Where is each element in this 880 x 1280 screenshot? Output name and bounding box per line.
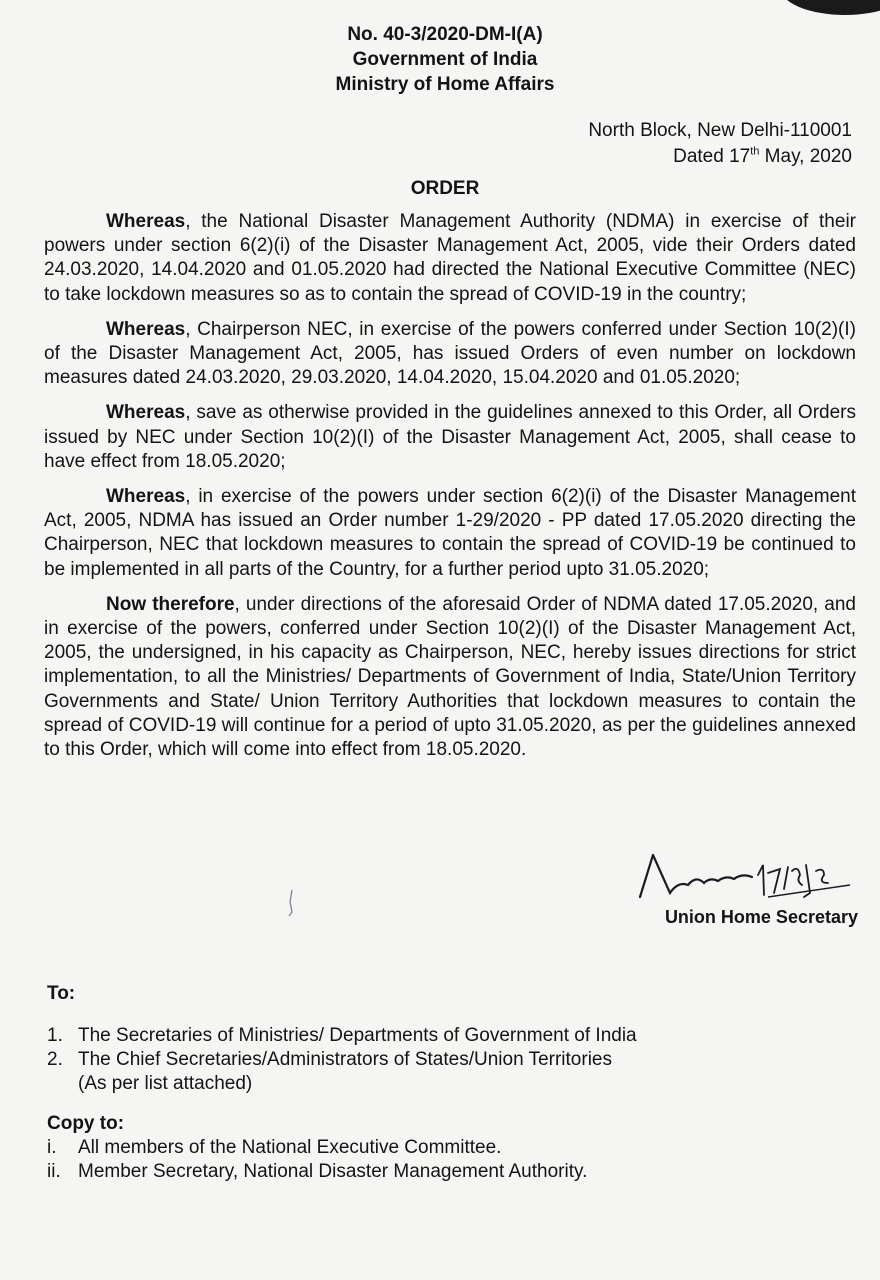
signatory-designation: Union Home Secretary — [664, 907, 858, 927]
paragraph-text: , in exercise of the powers under section 6(2)(i) of the Disaster Management Act, 2005, NDMA has issued an Order number 1-29/2020 - PP dated 17.05.2020 directing the Chairperson, NEC that lockdown measures to contain the spread of COVID-19 be continued to be implemented in all parts of the Country, for a further period upto 31.05.2020; — [44, 486, 856, 580]
ministry-name: Ministry of Home Affairs — [335, 74, 555, 95]
address-block — [588, 118, 852, 170]
item-number: 2. — [47, 1049, 63, 1070]
copy-to-block — [47, 1112, 807, 1184]
government-name: Government of India — [352, 49, 538, 70]
list-item — [47, 1160, 807, 1184]
list-item — [47, 1048, 807, 1072]
item-number: i. — [47, 1137, 57, 1158]
item-text: (As per list attached) — [78, 1073, 253, 1094]
page-corner-shadow — [780, 0, 880, 15]
item-text: Member Secretary, National Disaster Management Authority. — [78, 1161, 588, 1182]
paragraph-lead: Whereas — [106, 211, 186, 232]
date-superscript: th — [750, 145, 760, 158]
paragraph-lead: Whereas — [106, 402, 186, 424]
item-number: ii. — [47, 1161, 61, 1182]
list-item — [47, 1136, 807, 1160]
copy-to-heading: Copy to: — [47, 1113, 125, 1134]
item-text: All members of the National Executive Committee. — [78, 1137, 502, 1158]
address-location: North Block, New Delhi-110001 — [588, 120, 852, 141]
document-header — [0, 22, 880, 97]
paragraph-text: , the National Disaster Management Authority (NDMA) in exercise of their powers under section 6(2)(i) of the Disaster Management Act, 2005, vide their Orders dated 24.03.2020, 14.04.2020 and 01.05.2020 had directed the National Executive Committee (NEC) to take lockdown measures so as to contain the spread of COVID-19 in the country; — [44, 211, 856, 305]
handwritten-signature — [618, 845, 858, 915]
paragraph-text: , under directions of the aforesaid Order of NDMA dated 17.05.2020, and in exercise of the powers, conferred under Section 10(2)(I) of the Disaster Management Act, 2005, the undersigned, in his capacity as Chairperson, NEC, hereby issues directions for strict implementation, to all the Ministries/ Departments of Government of India, State/Union Territory Governments and State/ Union Territory Authorities that lockdown measures to contain the spread of COVID-19 will continue for a period of upto 31.05.2020, as per the guidelines annexed to this Order, which will come into effect from 18.05.2020. — [44, 593, 856, 761]
item-number: 1. — [47, 1025, 63, 1046]
item-text: The Secretaries of Ministries/ Departments of Government of India — [78, 1025, 637, 1046]
recipients-block — [47, 982, 807, 1096]
paragraph — [44, 318, 856, 391]
address-date — [588, 144, 852, 170]
recipients-list — [47, 1024, 807, 1096]
paragraph — [44, 485, 856, 582]
paragraph — [44, 401, 856, 474]
item-number — [47, 1072, 78, 1096]
paragraph-lead: Whereas — [106, 318, 186, 340]
paragraph — [44, 593, 856, 762]
list-item — [47, 1072, 807, 1096]
order-number: No. 40-3/2020-DM-I(A) — [347, 24, 543, 45]
paragraph — [44, 210, 856, 307]
date-suffix: May, 2020 — [759, 146, 852, 167]
to-heading: To: — [47, 983, 76, 1004]
item-text: The Chief Secretaries/Administrators of States/Union Territories — [78, 1049, 612, 1070]
signature-block — [618, 845, 858, 930]
order-body — [44, 210, 856, 773]
paragraph-text: , save as otherwise provided in the guidelines annexed to this Order, all Orders issued by NEC under Section 10(2)(I) of the Disaster Management Act, 2005, shall cease to have effect from 18.05.2020; — [44, 402, 856, 472]
list-item — [47, 1024, 807, 1048]
paragraph-lead: Now therefore — [106, 593, 235, 615]
date-prefix: Dated 17 — [673, 146, 751, 167]
paragraph-text: , Chairperson NEC, in exercise of the powers conferred under Section 10(2)(I) of the Disaster Management Act, 2005, has issued Orders of even number on lockdown measures dated 24.03.2020, 29.03.2020, 14.04.2020, 15.04.2020 and 01.05.2020; — [44, 318, 856, 389]
order-title: ORDER — [410, 178, 480, 199]
copy-to-list — [47, 1136, 807, 1184]
stray-ink-mark — [286, 888, 296, 918]
paragraph-lead: Whereas — [106, 486, 186, 508]
